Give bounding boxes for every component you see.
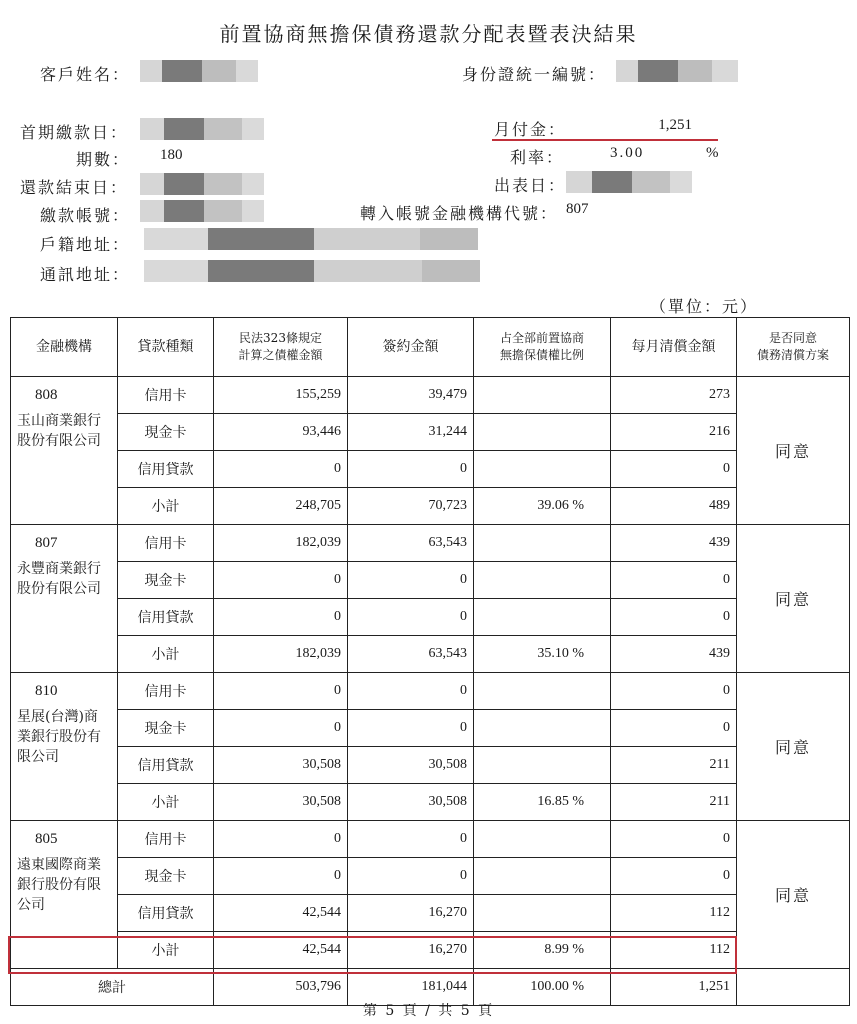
loan-type-cell: 信用卡: [118, 377, 214, 414]
ratio-cell: [474, 784, 611, 821]
monthly-amount-cell: 0: [611, 710, 737, 747]
signed-amount-cell: 30,508: [348, 747, 474, 784]
account-redacted: [140, 200, 264, 222]
ratio-value: 8.99: [544, 942, 569, 957]
unit-label: （單位：元）: [650, 297, 759, 316]
ratio-value: 39.06: [537, 498, 569, 513]
total-signed-amount: 181,044: [348, 969, 474, 1006]
table-row: [11, 821, 850, 858]
page-title: 前置協商無擔保債務還款分配表暨表決結果: [219, 22, 638, 46]
ratio-cell: [474, 821, 611, 858]
monthly-amount-cell: 112: [611, 932, 737, 969]
repayment-allocation-table: [10, 317, 850, 1006]
interest-rate-label: 利率：: [510, 148, 565, 167]
subtotal-row: [11, 488, 850, 525]
transfer-code-label: 轉入帳號金融機構代號：: [360, 204, 559, 223]
header-civil-line1: 民法323條規定: [239, 331, 322, 345]
monthly-amount-cell: 0: [611, 673, 737, 710]
subtotal-row: [11, 636, 850, 673]
table-row: [11, 414, 850, 451]
ratio-value: 16.85: [537, 794, 569, 809]
ratio-cell: [474, 673, 611, 710]
first-payment-redacted: [140, 118, 264, 140]
household-address-label: 戶籍地址：: [40, 235, 131, 254]
table-row: [11, 895, 850, 932]
monthly-amount-cell: 211: [611, 747, 737, 784]
agree-cell: 同意: [737, 377, 850, 525]
id-number-label: 身份證統一編號：: [462, 65, 607, 84]
subtotal-row: [11, 932, 850, 969]
signed-amount-cell: 31,244: [348, 414, 474, 451]
loan-type-cell: 現金卡: [118, 858, 214, 895]
institution-code: 807: [35, 535, 58, 551]
signed-amount-cell: 30,508: [348, 784, 474, 821]
loan-type-cell: 信用卡: [118, 673, 214, 710]
loan-type-cell: 信用貸款: [118, 451, 214, 488]
header-agree-line1: 是否同意: [768, 331, 817, 345]
signed-amount-cell: 70,723: [348, 488, 474, 525]
signed-amount-cell: 0: [348, 451, 474, 488]
signed-amount-cell: 0: [348, 821, 474, 858]
civil-amount-cell: 93,446: [214, 414, 348, 451]
civil-amount-cell: 0: [214, 858, 348, 895]
header-monthly-amount: 每月清償金額: [611, 318, 737, 377]
institution-name: 永豐商業銀行股份有限公司: [17, 561, 101, 597]
page-footer: 第 5 頁 / 共 5 頁: [362, 1003, 495, 1019]
monthly-amount-cell: 112: [611, 895, 737, 932]
monthly-amount-cell: 216: [611, 414, 737, 451]
header-civil-law-amount: [214, 318, 348, 377]
civil-amount-cell: 182,039: [214, 525, 348, 562]
institution-name: 遠東國際商業銀行股份有限公司: [17, 857, 101, 913]
signed-amount-cell: 63,543: [348, 636, 474, 673]
header-ratio: [474, 318, 611, 377]
civil-amount-cell: 0: [214, 710, 348, 747]
table-row: [11, 858, 850, 895]
mailing-address-redacted: [144, 260, 480, 282]
ratio-percent-sign: %: [572, 646, 584, 661]
customer-name-redacted: [140, 60, 258, 82]
first-payment-label: 首期繳款日：: [20, 123, 129, 142]
institution-name: 玉山商業銀行股份有限公司: [17, 413, 101, 449]
transfer-code-value: 807: [566, 201, 589, 217]
loan-type-cell: 信用貸款: [118, 599, 214, 636]
mailing-address-label: 通訊地址：: [40, 265, 131, 284]
institution-cell: [11, 821, 118, 969]
signed-amount-cell: 0: [348, 673, 474, 710]
monthly-amount-cell: 0: [611, 821, 737, 858]
agree-cell: 同意: [737, 673, 850, 821]
civil-amount-cell: 182,039: [214, 636, 348, 673]
loan-type-cell: 小計: [118, 784, 214, 821]
ratio-cell: [474, 562, 611, 599]
ratio-cell: [474, 451, 611, 488]
total-ratio-value: 100.00: [530, 979, 569, 994]
monthly-amount-cell: 211: [611, 784, 737, 821]
civil-amount-cell: 0: [214, 599, 348, 636]
loan-type-cell: 現金卡: [118, 710, 214, 747]
table-row: [11, 673, 850, 710]
civil-amount-cell: 155,259: [214, 377, 348, 414]
report-date-label: 出表日：: [494, 176, 567, 195]
monthly-amount-cell: 0: [611, 451, 737, 488]
civil-amount-cell: 0: [214, 821, 348, 858]
loan-type-cell: 信用卡: [118, 821, 214, 858]
signed-amount-cell: 0: [348, 710, 474, 747]
total-civil-amount: 503,796: [214, 969, 348, 1006]
signed-amount-cell: 63,543: [348, 525, 474, 562]
ratio-cell: [474, 895, 611, 932]
id-number-redacted: [616, 60, 738, 82]
table-row: [11, 747, 850, 784]
ratio-cell: [474, 525, 611, 562]
header-civil-line2: 計算之債權金額: [238, 348, 323, 362]
interest-rate-value: 3.00: [610, 145, 645, 161]
header-institution: 金融機構: [11, 318, 118, 377]
civil-amount-cell: 30,508: [214, 747, 348, 784]
ratio-cell: [474, 599, 611, 636]
table-row: [11, 562, 850, 599]
ratio-cell: [474, 377, 611, 414]
loan-type-cell: 現金卡: [118, 562, 214, 599]
subtotal-row: [11, 784, 850, 821]
institution-cell: [11, 673, 118, 821]
total-ratio-percent-sign: %: [572, 979, 584, 994]
monthly-payment-highlight: [492, 139, 718, 141]
institution-name: 星展(台灣)商業銀行股份有限公司: [17, 709, 101, 765]
table-row: [11, 377, 850, 414]
periods-label: 期數：: [76, 150, 131, 169]
loan-type-cell: 小計: [118, 932, 214, 969]
header-loan-type: 貸款種類: [118, 318, 214, 377]
monthly-amount-cell: 0: [611, 599, 737, 636]
header-signed-amount: 簽約金額: [348, 318, 474, 377]
loan-type-cell: 現金卡: [118, 414, 214, 451]
ratio-cell: [474, 858, 611, 895]
institution-cell: [11, 525, 118, 673]
table-row: [11, 599, 850, 636]
institution-code: 810: [35, 683, 58, 699]
loan-type-cell: 小計: [118, 488, 214, 525]
ratio-cell: [474, 488, 611, 525]
civil-amount-cell: 0: [214, 673, 348, 710]
ratio-cell: [474, 636, 611, 673]
civil-amount-cell: 0: [214, 562, 348, 599]
monthly-amount-cell: 439: [611, 636, 737, 673]
end-date-redacted: [140, 173, 264, 195]
header-agree: [737, 318, 850, 377]
customer-name-label: 客戶姓名：: [40, 65, 131, 84]
header-ratio-line1: 占全部前置協商: [499, 331, 584, 345]
header-ratio-line2: 無擔保債權比例: [499, 348, 584, 362]
interest-rate-unit: %: [706, 145, 719, 161]
signed-amount-cell: 0: [348, 562, 474, 599]
total-monthly-amount: 1,251: [611, 969, 737, 1006]
institution-code: 808: [35, 387, 58, 403]
header-agree-line2: 債務清償方案: [756, 348, 829, 362]
ratio-percent-sign: %: [572, 794, 584, 809]
signed-amount-cell: 16,270: [348, 895, 474, 932]
table-header-row: [11, 318, 850, 377]
report-date-redacted: [566, 171, 692, 193]
household-address-redacted: [144, 228, 478, 250]
monthly-payment-label: 月付金：: [494, 120, 567, 139]
total-label: 總計: [11, 969, 214, 1006]
monthly-amount-cell: 0: [611, 562, 737, 599]
signed-amount-cell: 16,270: [348, 932, 474, 969]
account-label: 繳款帳號：: [40, 206, 131, 225]
periods-value: 180: [160, 147, 183, 163]
civil-amount-cell: 42,544: [214, 932, 348, 969]
monthly-amount-cell: 489: [611, 488, 737, 525]
institution-code: 805: [35, 831, 58, 847]
civil-amount-cell: 30,508: [214, 784, 348, 821]
monthly-amount-cell: 273: [611, 377, 737, 414]
table-row: [11, 710, 850, 747]
ratio-cell: [474, 414, 611, 451]
loan-type-cell: 小計: [118, 636, 214, 673]
loan-type-cell: 信用貸款: [118, 747, 214, 784]
ratio-cell: [474, 710, 611, 747]
signed-amount-cell: 0: [348, 858, 474, 895]
monthly-payment-value: 1,251: [658, 117, 692, 133]
civil-amount-cell: 0: [214, 451, 348, 488]
loan-type-cell: 信用卡: [118, 525, 214, 562]
agree-cell: 同意: [737, 821, 850, 969]
civil-amount-cell: 42,544: [214, 895, 348, 932]
institution-cell: [11, 377, 118, 525]
ratio-cell: [474, 932, 611, 969]
civil-amount-cell: 248,705: [214, 488, 348, 525]
ratio-percent-sign: %: [572, 942, 584, 957]
ratio-value: 35.10: [537, 646, 569, 661]
table-row: [11, 451, 850, 488]
loan-type-cell: 信用貸款: [118, 895, 214, 932]
end-date-label: 還款結束日：: [20, 178, 129, 197]
ratio-cell: [474, 747, 611, 784]
table-row: [11, 525, 850, 562]
signed-amount-cell: 0: [348, 599, 474, 636]
monthly-amount-cell: 0: [611, 858, 737, 895]
monthly-amount-cell: 439: [611, 525, 737, 562]
agree-cell: 同意: [737, 525, 850, 673]
ratio-percent-sign: %: [572, 498, 584, 513]
signed-amount-cell: 39,479: [348, 377, 474, 414]
